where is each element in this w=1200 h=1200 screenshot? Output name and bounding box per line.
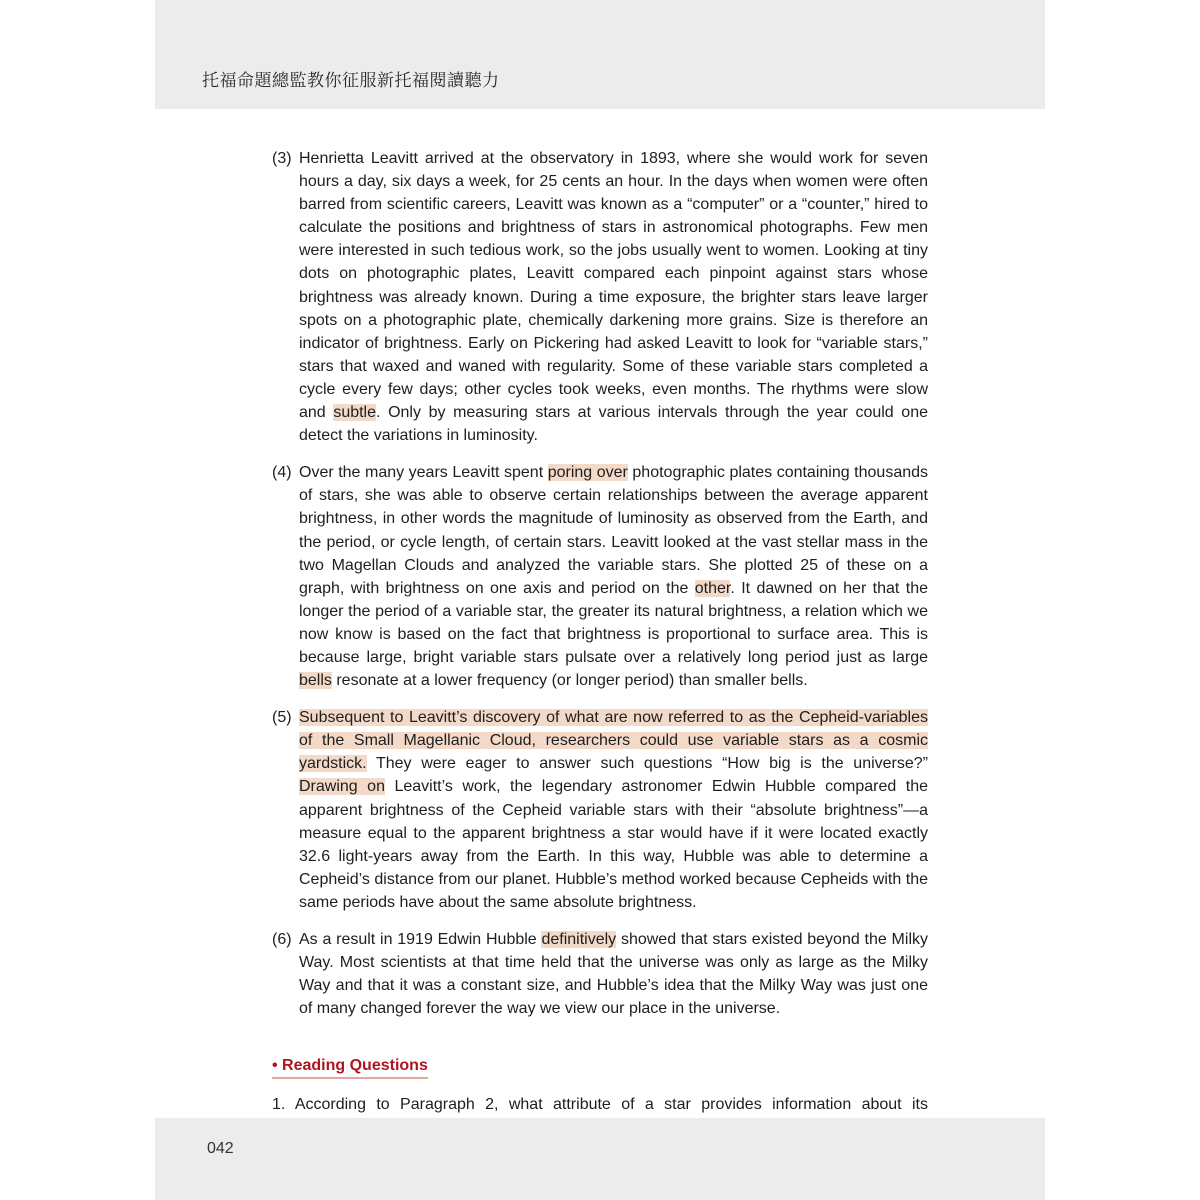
page-header — [155, 0, 1045, 109]
section-heading-reading-questions: • Reading Questions — [272, 1056, 428, 1079]
book-page — [155, 0, 1045, 1200]
paragraph — [272, 706, 928, 914]
page-number: 042 — [207, 1140, 234, 1157]
paragraph-text: . It dawned on her that the longer the period of a variable star, the greater its natural brightness, a relation which we now know is based on the fact that brightness is proportional to surface area. This is because large, bright variable stars pulsate over a relatively long period just as large — [299, 579, 928, 666]
paragraph-text: They were eager to answer such questions “How big is the universe?” — [366, 755, 928, 773]
paragraph-text: showed that stars existed beyond the Milky Way. Most scientists at that time held that the universe was only as large as the Milky Way and that it was a constant size, and Hubble’s idea that the Milky Way was just one of many changed forever the way we view our place in the universe. — [299, 931, 928, 1018]
paragraph-number: (3) — [272, 150, 292, 167]
paragraph-number: (6) — [272, 931, 292, 948]
paragraph-text: Leavitt’s work, the legendary astronomer Edwin Hubble compared the apparent brightness of the Cepheid variable stars with their “absolute brightness”—a measure equal to the apparent brightness a star would have if it were located exactly 32.6 light-years away from the Earth. In this way, Hubble was able to determine a Cepheid’s distance from our planet. Hubble’s method worked because Cepheids with the same periods have about the same absolute brightness. — [299, 778, 928, 911]
paragraph-text: photographic plates containing thousands of stars, she was able to observe certain relationships between the average apparent brightness, in other words the magnitude of luminosity as observed from the Earth, and the period, or cycle length, of certain stars. Leavitt looked at the vast stellar mass in the two Magellan Clouds and analyzed the variable stars. She plotted 25 of these on a graph, with brightness on one axis and period on the — [299, 464, 929, 597]
paragraph-number: (5) — [272, 709, 292, 727]
paragraph-text: Henrietta Leavitt arrived at the observatory in 1893, where she would work for seven hours a day, six days a week, for 25 cents an hour. In the days when women were often barred from scientific careers, Leavitt was known as a “computer” or a “counter,” hired to calculate the positions and brightness of stars in astronomical photographs. Few men were interested in such tedious work, so the jobs usually went to women. Looking at tiny dots on photographic plates, Leavitt compared each pinpoint against stars whose brightness was already known. During a time exposure, the brighter stars leave larger spots on a photographic plate, chemically darkening more grains. Size is therefore an indicator of brightness. Early on Pickering had asked Leavitt to look for “variable stars,” stars that waxed and waned with regularity. Some of these variable stars completed a cycle every few days; other cycles took weeks, even months. The rhythms were slow and — [299, 150, 928, 422]
paragraph — [272, 928, 928, 1020]
highlighted-vocabulary: other — [694, 579, 731, 597]
highlighted-vocabulary: Drawing on — [299, 778, 385, 796]
paragraph — [272, 461, 928, 692]
running-header-title: 托福命題總監教你征服新托福閱讀聽力 — [202, 71, 500, 91]
paragraph-text: resonate at a lower frequency (or longer period) than smaller bells. — [331, 672, 808, 690]
page-footer — [155, 1118, 1045, 1200]
paragraph-text: Over the many years Leavitt spent — [299, 464, 548, 482]
highlighted-vocabulary: definitively — [541, 931, 617, 948]
highlighted-vocabulary: subtle — [333, 404, 377, 422]
paragraph-text: As a result in 1919 Edwin Hubble — [299, 931, 542, 948]
question-item: 1. According to Paragraph 2, what attribute of a star provides information about its — [272, 1096, 928, 1114]
paragraph-number: (4) — [272, 464, 292, 482]
reading-passage — [272, 147, 928, 1116]
highlighted-vocabulary: bells — [299, 672, 332, 690]
passage-paragraphs — [272, 147, 928, 1020]
highlighted-vocabulary: poring over — [547, 464, 628, 482]
highlighted-vocabulary: Subsequent to Leavitt’s discovery of what are now referred to as the Cepheid-variables of the Small Magellanic Cloud, researchers could use variable stars as a cosmic yardstick. — [299, 709, 928, 773]
paragraph — [272, 147, 928, 447]
paragraph-text: . Only by measuring stars at various intervals through the year could one detect the variations in luminosity. — [299, 404, 929, 445]
